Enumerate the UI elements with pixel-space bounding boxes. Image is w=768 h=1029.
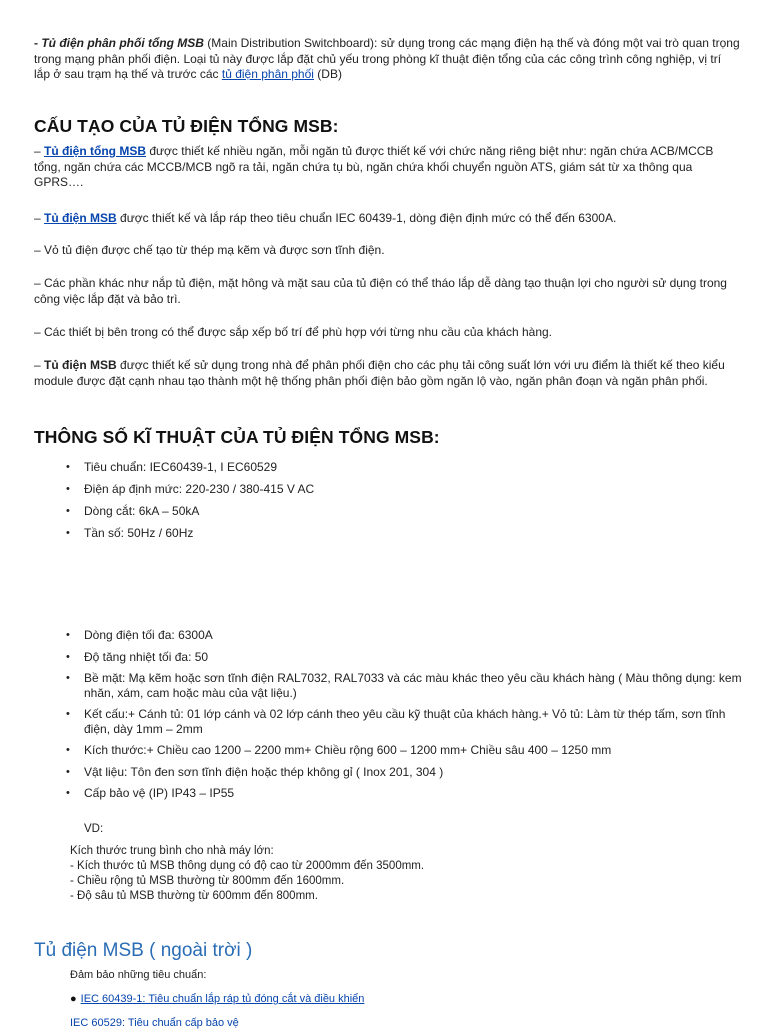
msb-link[interactable]: Tủ điện MSB: [44, 211, 117, 225]
list-item: • Kích thước:+ Chiều cao 1200 – 2200 mm+ Chiều rộng 600 – 1200 mm+ Chiều sâu 400 – 1250 mm: [0, 743, 744, 758]
example-line: - Kích thước tủ MSB thông dụng có độ cao từ 2000mm đến 3500mm.: [70, 860, 425, 872]
list-item: • Dòng cắt: 6kA – 50kA: [0, 504, 744, 519]
list-item: • Bề mặt: Mạ kẽm hoặc sơn tĩnh điện RAL7032, RAL7033 và các màu khác theo yêu cầu khách hàng ( Màu thông dụng: kem nhăn, xám, cam hoặc màu của vật liệu.): [0, 671, 744, 700]
list-item: • Tiêu chuẩn: IEC60439-1, I EC60529: [0, 460, 744, 475]
structure-paragraph-6: [34, 358, 740, 389]
iec-60439-link[interactable]: IEC 60439-1: Tiêu chuẩn lắp ráp tủ đóng cắt và điều khiển: [80, 993, 365, 1005]
list-item: • Cấp bảo vệ (IP) IP43 – IP55: [0, 786, 744, 801]
structure-heading: CẤU TẠO CỦA TỦ ĐIỆN TỔNG MSB:: [34, 116, 339, 136]
standard-item: [70, 993, 364, 1005]
standards-intro: Đảm bảo những tiêu chuẩn:: [70, 969, 207, 981]
msb-bold: Tủ điện MSB: [44, 358, 117, 372]
example-block: [70, 844, 710, 904]
list-item: • Độ tăng nhiệt tối đa: 50: [0, 650, 744, 665]
structure-paragraph-5: – Các thiết bị bên trong có thể được sắp xếp bố trí để phù hợp với từng nhu cầu của khách hàng.: [34, 325, 552, 339]
list-item: • Dòng điện tối đa: 6300A: [0, 628, 744, 643]
outdoor-msb-heading: Tủ điện MSB ( ngoài trời ): [34, 940, 253, 961]
example-line: - Chiều rộng tủ MSB thường từ 800mm đến 1600mm.: [70, 875, 345, 887]
example-line: Kích thước trung bình cho nhà máy lớn:: [70, 845, 274, 857]
list-item: • Tần số: 50Hz / 60Hz: [0, 526, 744, 541]
structure-paragraph-2: [34, 211, 740, 227]
structure-text-6: được thiết kế sử dụng trong nhà để phân phối điện cho các phụ tải công suất lớn với ưu điểm là thiết kế theo kiểu module được đặt cạnh nhau tạo thành một hệ thống phân phối điện bảo gồm ngăn lộ vào, ngăn phân đoạn và ngăn phân phối.: [34, 358, 725, 388]
specs-heading: THÔNG SỐ KĨ THUẬT CỦA TỦ ĐIỆN TỔNG MSB:: [34, 427, 440, 447]
intro-paragraph: [34, 36, 740, 83]
example-line: - Độ sâu tủ MSB thường từ 600mm đến 800mm.: [70, 890, 318, 902]
intro-text: (Main Distribution Switchboard): sử dụng trong các mạng điện hạ thế và đóng một vai trò quan trọng trong mạng phân phối điện. Loại tủ này được lắp đặt chủ yếu trong phòng kĩ thuật điện tổng của các công trình công nghiệp, vị trí lắp ở sau trạm hạ thế và trước các: [34, 36, 740, 81]
intro-lead: - Tủ điện phân phối tổng MSB: [34, 36, 204, 50]
list-item: • Vật liệu: Tôn đen sơn tĩnh điện hoặc thép không gỉ ( Inox 201, 304 ): [0, 765, 744, 780]
intro-text-end: (DB): [313, 67, 342, 81]
dash: –: [34, 358, 45, 372]
list-item: • Kết cấu:+ Cánh tủ: 01 lớp cánh và 02 lớp cánh theo yêu cầu kỹ thuật của khách hàng.+ Vỏ tủ: Làm từ thép tấm, sơn tĩnh điện, dày 1mm – 2mm: [0, 707, 744, 736]
structure-text-1: được thiết kế nhiều ngăn, mỗi ngăn tủ được thiết kế với chức năng riêng biệt như: ngăn chứa ACB/MCCB tổng, ngăn chứa các MCCB/MCB ngõ ra tải, ngăn chứa tụ bù, ngăn chứa khối chuyển nguồn ATS, giám sát từ xa thông qua GPRS….: [34, 144, 714, 189]
cut-off-line[interactable]: IEC 60529: Tiêu chuẩn cấp bảo vệ: [70, 1017, 239, 1029]
structure-text-2: được thiết kế và lắp ráp theo tiêu chuẩn IEC 60439-1, dòng điện định mức có thể đến 6300A.: [116, 211, 617, 225]
list-item: • Điện áp định mức: 220-230 / 380-415 V AC: [0, 482, 744, 497]
msb-main-link[interactable]: Tủ điện tổng MSB: [44, 144, 146, 158]
bullet-icon: ●: [70, 993, 77, 1005]
structure-paragraph-4: – Các phần khác như nắp tủ điện, mặt hông và mặt sau của tủ điện có thể tháo lắp dễ dàng tạo thuận lợi cho người sử dụng trong công việc lắp đặt và bảo trì.: [34, 276, 727, 306]
specs-list-2: [0, 628, 768, 808]
dash: –: [34, 144, 45, 158]
distribution-cabinet-link[interactable]: tủ điện phân phối: [221, 67, 314, 81]
structure-paragraph-1: [34, 144, 740, 191]
dash: –: [34, 211, 45, 225]
structure-paragraph-3: – Vỏ tủ điện được chế tạo từ thép mạ kẽm và được sơn tĩnh điện.: [34, 243, 385, 257]
specs-list-1: [0, 460, 768, 548]
example-label: VD:: [84, 823, 104, 835]
